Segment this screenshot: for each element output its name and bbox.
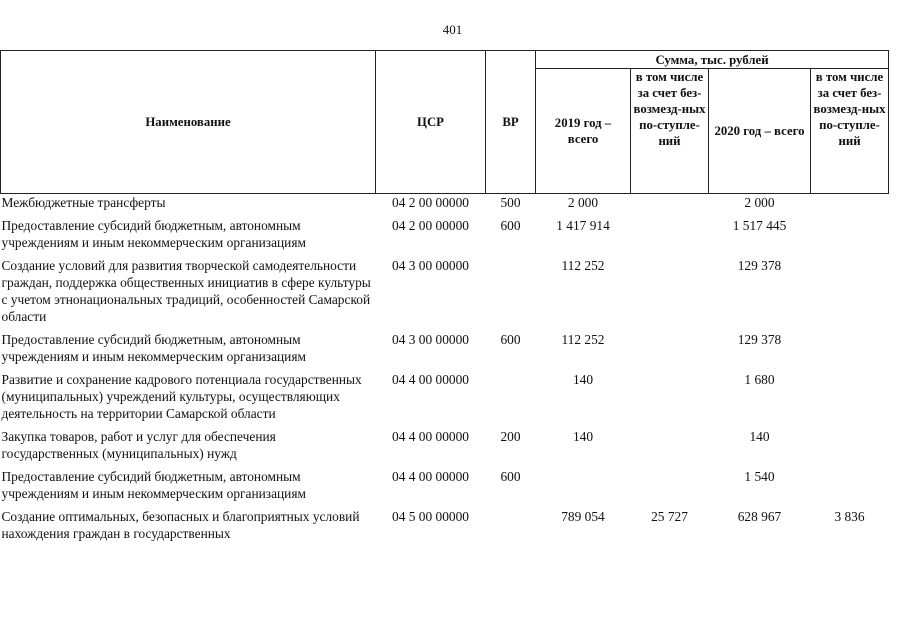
cell-y2020-free: 3 836 bbox=[834, 509, 865, 524]
cell-csr: 04 2 00 00000 bbox=[392, 195, 469, 210]
cell-y2019: 140 bbox=[572, 429, 594, 444]
cell-y2019-free bbox=[631, 428, 709, 468]
cell-name: Создание условий для развития творческой самодеятельности граждан, поддержка общественных инициатив в сфере культуры с учетом этнонациональных традиций, особенностей Самарской области bbox=[1, 258, 371, 324]
header-2019-total: 2019 год – всего bbox=[536, 69, 631, 194]
header-2019-incl: в том числе за счет без-возмезд-ных по-ступле-ний bbox=[631, 69, 709, 194]
cell-y2020: 140 bbox=[749, 429, 770, 444]
cell-y2020: 1 540 bbox=[744, 469, 775, 484]
cell-vr: 500 bbox=[500, 195, 521, 210]
cell-y2020: 2 000 bbox=[744, 195, 775, 210]
table-row bbox=[1, 217, 889, 257]
cell-csr: 04 4 00 00000 bbox=[392, 469, 469, 484]
cell-name: Создание оптимальных, безопасных и благоприятных условий нахождения граждан в государственных bbox=[1, 509, 360, 541]
cell-y2020-free bbox=[811, 371, 889, 428]
cell-vr: 600 bbox=[500, 218, 521, 233]
cell-name: Предоставление субсидий бюджетным, автономным учреждениям и иным некоммерческим организациям bbox=[1, 469, 306, 501]
cell-vr: 600 bbox=[500, 469, 521, 484]
header-vr: ВР bbox=[486, 51, 536, 194]
cell-y2019: 1 417 914 bbox=[556, 218, 610, 233]
cell-y2019: 789 054 bbox=[561, 509, 605, 524]
cell-vr bbox=[486, 257, 536, 331]
cell-y2020-free bbox=[811, 428, 889, 468]
cell-y2019: 112 252 bbox=[561, 258, 605, 273]
cell-y2019: 112 252 bbox=[561, 332, 605, 347]
cell-y2019: 140 bbox=[572, 372, 594, 387]
cell-y2020: 628 967 bbox=[737, 509, 782, 524]
header-2020-total: 2020 год – всего bbox=[709, 69, 811, 194]
cell-y2019-free bbox=[631, 468, 709, 508]
cell-y2019-free bbox=[631, 257, 709, 331]
header-name: Наименование bbox=[1, 51, 376, 194]
cell-csr: 04 3 00 00000 bbox=[392, 332, 469, 347]
cell-name: Межбюджетные трансферты bbox=[1, 195, 166, 210]
cell-y2019-free bbox=[631, 217, 709, 257]
cell-y2020-free bbox=[811, 468, 889, 508]
page-number: 401 bbox=[442, 22, 463, 37]
cell-y2020: 1 680 bbox=[744, 372, 775, 387]
table-row bbox=[1, 508, 889, 548]
cell-y2019-free: 25 727 bbox=[651, 509, 688, 524]
table-row bbox=[1, 331, 889, 371]
cell-y2019-free bbox=[631, 331, 709, 371]
header-2020-incl: в том числе за счет без-возмезд-ных по-ступле-ний bbox=[811, 69, 889, 194]
table-row bbox=[1, 468, 889, 508]
cell-y2020: 1 517 445 bbox=[732, 218, 787, 233]
cell-y2019-free bbox=[631, 371, 709, 428]
header-sum: Сумма, тыс. рублей bbox=[536, 51, 889, 69]
cell-name: Развитие и сохранение кадрового потенциала государственных (муниципальных) учреждений культуры, осуществляющих деятельность на территории Самарской области bbox=[1, 372, 362, 421]
cell-y2019 bbox=[536, 468, 631, 508]
table-row bbox=[1, 257, 889, 331]
cell-y2020-free bbox=[811, 217, 889, 257]
budget-table bbox=[0, 50, 889, 548]
table-row bbox=[1, 428, 889, 468]
cell-y2019: 2 000 bbox=[567, 195, 599, 210]
cell-y2019-free bbox=[631, 194, 709, 218]
cell-csr: 04 5 00 00000 bbox=[392, 509, 469, 524]
cell-csr: 04 2 00 00000 bbox=[392, 218, 469, 233]
table-row bbox=[1, 194, 889, 218]
cell-y2020-free bbox=[811, 331, 889, 371]
cell-vr: 200 bbox=[500, 429, 521, 444]
header-csr: ЦСР bbox=[376, 51, 486, 194]
cell-name: Предоставление субсидий бюджетным, автономным учреждениям и иным некоммерческим организациям bbox=[1, 218, 306, 250]
cell-y2020: 129 378 bbox=[737, 258, 782, 273]
table-row bbox=[1, 371, 889, 428]
cell-y2020-free bbox=[811, 194, 889, 218]
cell-vr bbox=[486, 508, 536, 548]
cell-csr: 04 4 00 00000 bbox=[392, 372, 469, 387]
cell-y2020: 129 378 bbox=[737, 332, 782, 347]
cell-csr: 04 4 00 00000 bbox=[392, 429, 469, 444]
cell-y2020-free bbox=[811, 257, 889, 331]
cell-vr bbox=[486, 371, 536, 428]
cell-vr: 600 bbox=[500, 332, 521, 347]
cell-name: Закупка товаров, работ и услуг для обеспечения государственных (муниципальных) нужд bbox=[1, 429, 276, 461]
cell-csr: 04 3 00 00000 bbox=[392, 258, 469, 273]
cell-name: Предоставление субсидий бюджетным, автономным учреждениям и иным некоммерческим организациям bbox=[1, 332, 306, 364]
